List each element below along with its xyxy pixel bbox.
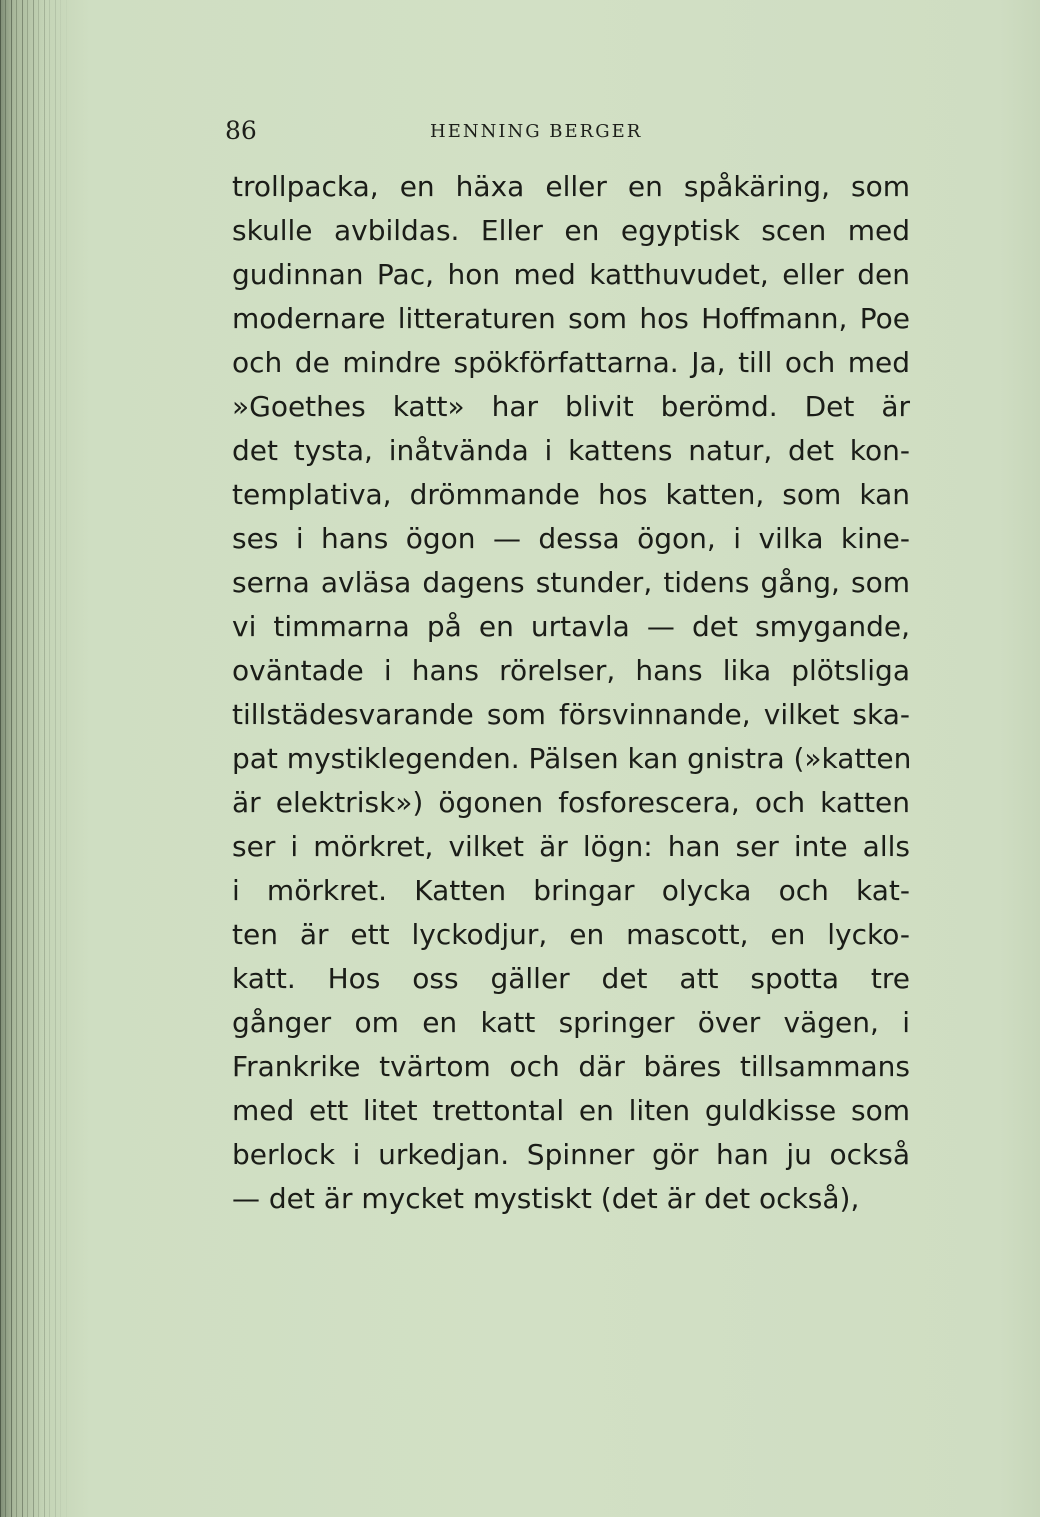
text-line: pat mystiklegenden. Pälsen kan gnistra (»katten — [232, 742, 912, 775]
text-line: katt. Hos oss gäller det att spotta tre — [232, 962, 910, 995]
page-number: 86 — [225, 116, 257, 145]
text-line: berlock i urkedjan. Spinner gör han ju också — [232, 1138, 910, 1171]
text-line: och de mindre spökförfattarna. Ja, till och med — [232, 346, 910, 379]
text-line: Frankrike tvärtom och där bäres tillsammans — [232, 1050, 910, 1083]
text-line: med ett litet trettontal en liten guldkisse som — [232, 1094, 910, 1127]
text-line: trollpacka, en häxa eller en spåkäring, som — [232, 170, 910, 203]
text-line: ten är ett lyckodjur, en mascott, en lycko- — [232, 918, 910, 951]
text-line: oväntade i hans rörelser, hans lika plötsliga — [232, 654, 910, 687]
text-line: skulle avbildas. Eller en egyptisk scen med — [232, 214, 910, 247]
body-text — [232, 165, 910, 1221]
text-line: — det är mycket mystiskt (det är det också), — [232, 1182, 860, 1215]
running-head-author: HENNING BERGER — [430, 121, 643, 142]
text-line: modernare litteraturen som hos Hoffmann, Poe — [232, 302, 910, 335]
text-line: i mörkret. Katten bringar olycka och kat- — [232, 874, 910, 907]
text-line: vi timmarna på en urtavla — det smygande, — [232, 610, 910, 643]
text-line: tillstädesvarande som försvinnande, vilket ska- — [232, 698, 910, 731]
text-line: gudinnan Pac, hon med katthuvudet, eller den — [232, 258, 910, 291]
text-line: »Goethes katt» har blivit berömd. Det är — [232, 390, 910, 423]
text-line: gånger om en katt springer över vägen, i — [232, 1006, 910, 1039]
text-line: templativa, drömmande hos katten, som kan — [232, 478, 910, 511]
text-line: är elektrisk») ögonen fosforescera, och katten — [232, 786, 910, 819]
text-line: ser i mörkret, vilket är lögn: han ser inte alls — [232, 830, 910, 863]
page-gutter-shadow — [0, 0, 70, 1517]
text-line: ses i hans ögon — dessa ögon, i vilka kine- — [232, 522, 910, 555]
text-line: serna avläsa dagens stunder, tidens gång, som — [232, 566, 910, 599]
text-line: det tysta, inåtvända i kattens natur, det kon- — [232, 434, 910, 467]
running-head — [225, 114, 685, 148]
